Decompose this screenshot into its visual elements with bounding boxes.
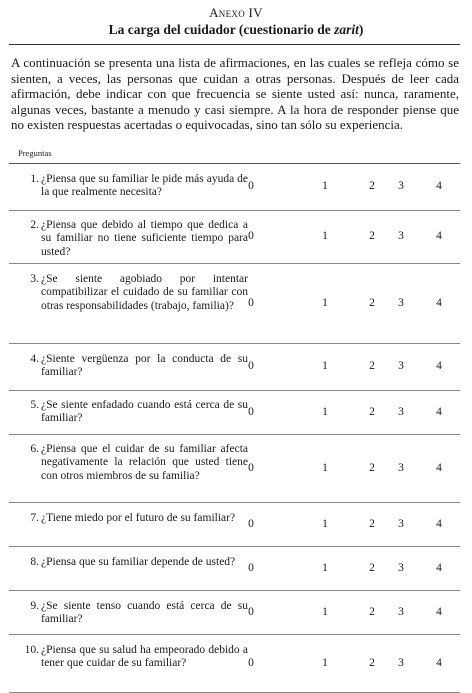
answer-option-4[interactable]: 4 [436,180,442,192]
question-row [9,591,460,635]
answer-option-4[interactable]: 4 [436,656,442,669]
question-row [9,344,460,391]
question-text: ¿Se siente enfadado cuando está cerca de su familiar? [41,399,248,425]
answer-option-4[interactable]: 4 [436,605,442,618]
answer-option-2[interactable]: 2 [369,180,375,192]
answer-option-3[interactable]: 3 [398,461,404,474]
answer-option-4[interactable]: 4 [436,517,442,530]
questionnaire-table [9,163,460,693]
question-number: 9. [30,600,39,612]
answer-option-2[interactable]: 2 [369,461,375,474]
answer-option-1[interactable]: 1 [322,180,328,192]
page-title [0,22,472,38]
answer-option-0[interactable]: 0 [248,405,254,418]
answer-option-3[interactable]: 3 [398,230,404,242]
question-number: 4. [30,353,39,365]
answer-option-1[interactable]: 1 [322,561,328,574]
question-number: 6. [30,443,39,455]
question-text: ¿Siente vergüenza por la conducta de su familiar? [41,353,248,379]
answer-option-2[interactable]: 2 [369,656,375,669]
question-text: ¿Se siente tenso cuando está cerca de su familiar? [41,600,248,626]
answer-option-4[interactable]: 4 [436,405,442,418]
intro-paragraph: A continuación se presenta una lista de afirmaciones, en las cuales se refleja cómo se sienten, a veces, las personas que cuidan a otras personas. Después de leer cada afirmación, debe indicar con que frecuencia se siente usted así: nunca, raramente, algunas veces, bastante a menudo y casi siempre. A la hora de responder piense que no existen respuestas acertadas o equivocadas, sino tan sólo su experiencia. [11,55,459,133]
question-row [9,264,460,344]
question-number: 2. [30,219,39,231]
answer-option-2[interactable]: 2 [369,561,375,574]
answer-option-4[interactable]: 4 [436,561,442,574]
answer-option-2[interactable]: 2 [369,405,375,418]
answer-option-1[interactable]: 1 [322,230,328,242]
question-row [9,164,460,211]
question-row [9,211,460,264]
answer-option-4[interactable]: 4 [436,296,442,309]
question-number: 1. [30,173,39,185]
question-text: ¿Se siente agobiado por intentar compatibilizar el cuidado de su familiar con otras responsabilidades (trabajo, familia)? [41,273,248,312]
question-text: ¿Piensa que su familiar le pide más ayuda de la que realmente necesita? [41,173,248,199]
answer-option-0[interactable]: 0 [248,656,254,669]
question-text: ¿Piensa que debido al tiempo que dedica a su familiar no tiene suficiente tiempo para usted? [41,219,248,258]
answer-option-0[interactable]: 0 [248,180,254,192]
title-end: ) [358,22,364,37]
answer-option-2[interactable]: 2 [369,296,375,309]
question-row [9,435,460,503]
question-text: ¿Piensa que su familiar depende de usted? [41,556,236,568]
answer-option-2[interactable]: 2 [369,605,375,618]
question-number: 10. [24,644,39,656]
column-header: Preguntas [18,148,52,158]
answer-option-0[interactable]: 0 [248,561,254,574]
answer-option-0[interactable]: 0 [248,517,254,530]
answer-option-1[interactable]: 1 [322,296,328,309]
answer-option-4[interactable]: 4 [436,461,442,474]
annex-label: Anexo IV [209,5,263,20]
question-number: 5. [30,399,39,411]
answer-option-4[interactable]: 4 [436,360,442,372]
answer-option-3[interactable]: 3 [398,517,404,530]
question-row [9,547,460,591]
answer-option-3[interactable]: 3 [398,180,404,192]
top-rule [9,44,460,45]
question-text: ¿Tiene miedo por el futuro de su familiar? [41,512,236,524]
answer-option-1[interactable]: 1 [322,405,328,418]
answer-option-1[interactable]: 1 [322,656,328,669]
answer-option-0[interactable]: 0 [248,296,254,309]
answer-option-3[interactable]: 3 [398,405,404,418]
answer-option-3[interactable]: 3 [398,656,404,669]
question-row [9,635,460,693]
answer-option-3[interactable]: 3 [398,296,404,309]
title-italic: zarit [334,22,359,37]
question-row [9,503,460,547]
answer-option-2[interactable]: 2 [369,360,375,372]
title-text: La carga del cuidador (cuestionario de [108,22,335,37]
answer-option-2[interactable]: 2 [369,230,375,242]
answer-option-2[interactable]: 2 [369,517,375,530]
question-number: 3. [30,273,39,285]
answer-option-1[interactable]: 1 [322,461,328,474]
answer-option-3[interactable]: 3 [398,360,404,372]
answer-option-0[interactable]: 0 [248,360,254,372]
question-number: 7. [30,512,39,524]
answer-option-0[interactable]: 0 [248,461,254,474]
answer-option-1[interactable]: 1 [322,360,328,372]
answer-option-0[interactable]: 0 [248,605,254,618]
question-number: 8. [30,556,39,568]
question-text: ¿Piensa que su salud ha empeorado debido a tener que cuidar de su familiar? [41,644,248,670]
question-row [9,391,460,435]
answer-option-1[interactable]: 1 [322,605,328,618]
question-text: ¿Piensa que el cuidar de su familiar afecta negativamente la relación que usted tiene con otros miembros de su familia? [41,443,248,482]
answer-option-0[interactable]: 0 [248,230,254,242]
answer-option-3[interactable]: 3 [398,605,404,618]
answer-option-1[interactable]: 1 [322,517,328,530]
answer-option-3[interactable]: 3 [398,561,404,574]
answer-option-4[interactable]: 4 [436,230,442,242]
